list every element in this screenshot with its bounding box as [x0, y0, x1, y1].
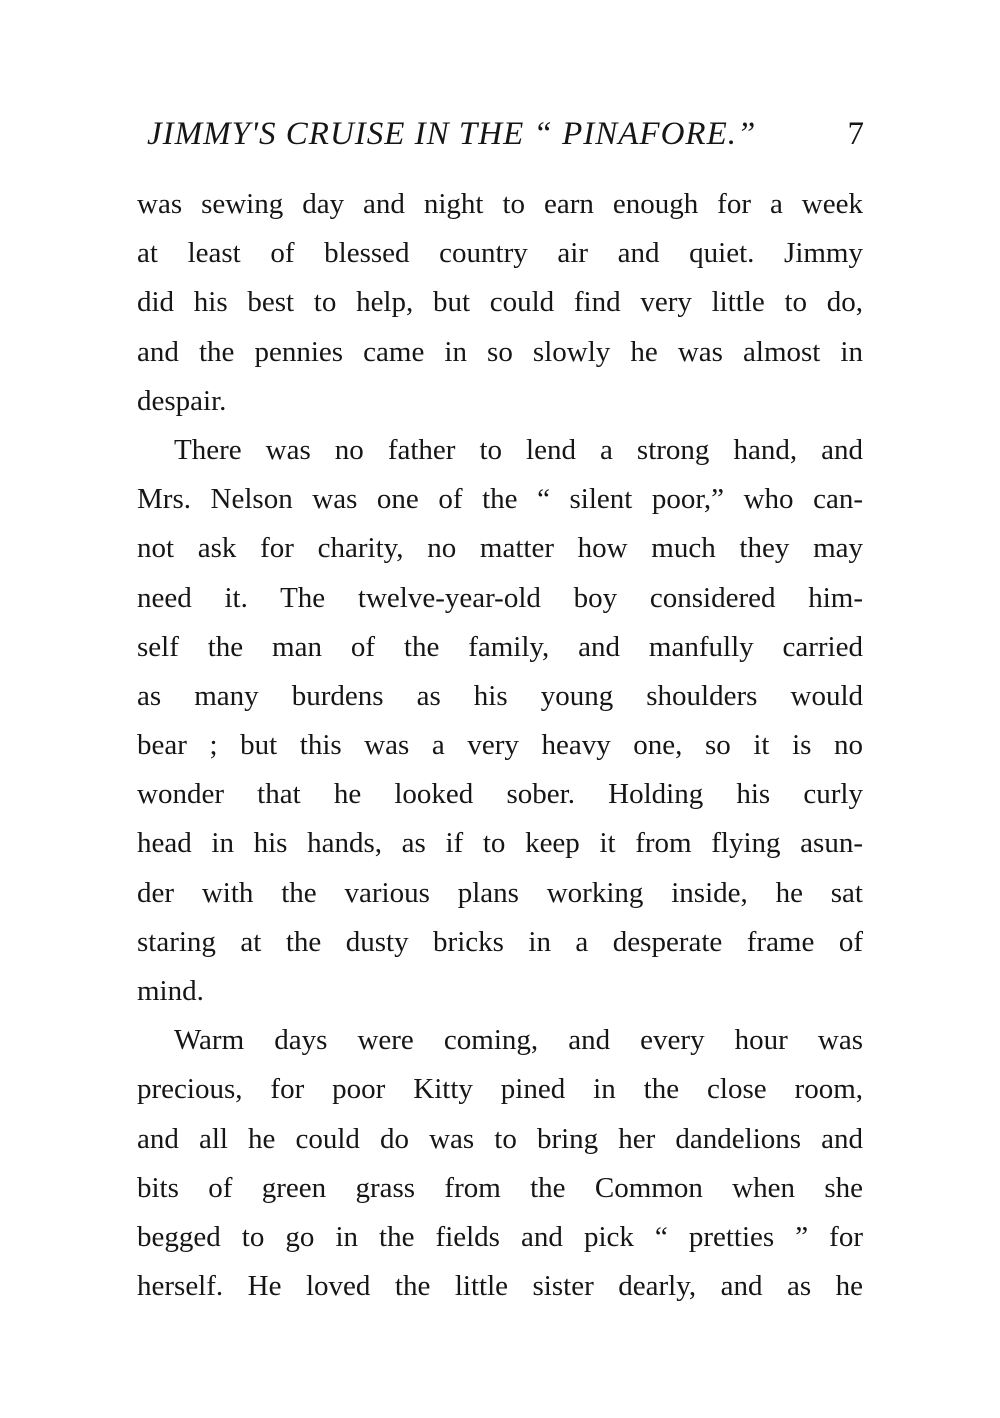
text-line: precious, for poor Kitty pined in the close room, — [137, 1073, 863, 1106]
text-line: self the man of the family, and manfully carried — [137, 630, 863, 663]
text-line: did his best to help, but could find very little to do, — [137, 286, 863, 319]
text-line: herself. He loved the little sister dearly, and as he — [137, 1270, 863, 1303]
text-line: der with the various plans working inside, he sat — [137, 876, 863, 909]
paragraph-first-line: There was no father to lend a strong hand, and — [174, 433, 863, 466]
text-line: despair. — [137, 384, 227, 417]
text-line: head in his hands, as if to keep it from flying asun- — [137, 827, 863, 860]
text-line: was sewing day and night to earn enough for a week — [137, 188, 863, 220]
text-line: and all he could do was to bring her dandelions and — [137, 1122, 863, 1155]
text-line: bear ; but this was a very heavy one, so it is no — [137, 729, 863, 762]
text-line: wonder that he looked sober. Holding his curly — [137, 778, 863, 811]
text-line: and the pennies came in so slowly he was almost in — [137, 335, 863, 368]
text-line: bits of green grass from the Common when she — [137, 1171, 863, 1204]
text-line: begged to go in the fields and pick “ pretties ” for — [137, 1220, 863, 1253]
page-number: 7 — [847, 116, 865, 152]
text-line: staring at the dusty bricks in a desperate frame of — [137, 925, 863, 958]
text-line: at least of blessed country air and quiet. Jimmy — [137, 237, 863, 270]
paragraph-first-line: Warm days were coming, and every hour was — [174, 1024, 863, 1057]
text-line: as many burdens as his young shoulders would — [137, 679, 863, 712]
text-line: need it. The twelve-year-old boy considered him- — [137, 581, 863, 614]
body-text — [137, 180, 863, 1311]
text-line: not ask for charity, no matter how much they may — [137, 532, 863, 565]
text-line: Mrs. Nelson was one of the “ silent poor,” who can- — [137, 483, 863, 516]
running-title: JIMMY'S CRUISE IN THE “ PINAFORE.” — [147, 116, 757, 152]
text-line: mind. — [137, 975, 204, 1007]
